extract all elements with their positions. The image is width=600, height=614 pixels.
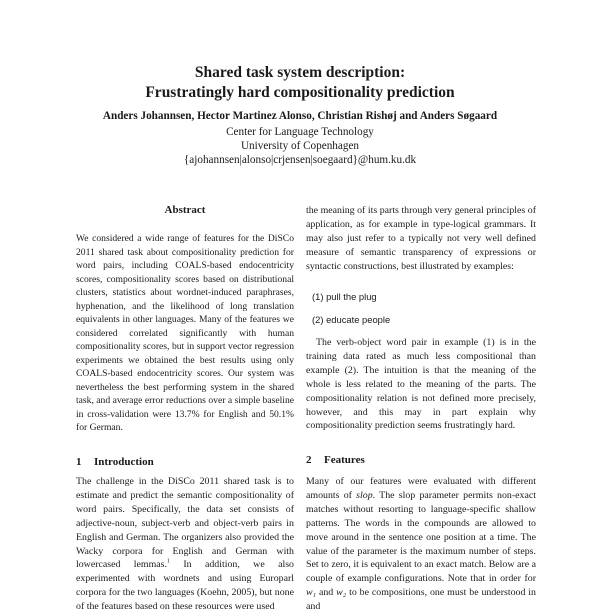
abstract-text (76, 232, 294, 435)
example-label: (1) (312, 291, 324, 302)
math-w2: w₂ (336, 587, 347, 599)
conj: and (316, 587, 337, 599)
affiliation-emails: {ajohannsen|alonso|crjensen|soegaard}@hum.ku.dk (183, 154, 417, 166)
features-text (306, 475, 536, 614)
example-2 (312, 314, 390, 325)
section-number: 2 (306, 454, 312, 466)
features-text-a: Many of our features were evaluated with different amounts of (306, 476, 536, 501)
features-text-c: to be compositions, one must be understood in and (306, 587, 536, 613)
math-w1: w₁ (306, 587, 317, 599)
author-list: Anders Johannsen, Hector Martinez Alonso, Christian Rishøj and Anders Søgaard (102, 110, 498, 122)
abstract-heading: Abstract (164, 204, 206, 216)
section-title: Introduction (94, 456, 154, 468)
paper-title-line1: Shared task system description: (194, 64, 406, 81)
affiliation-center: Center for Language Technology (226, 126, 374, 138)
paragraph: the meaning of its parts through very general principles of application, as for example in type-logical grammars. It may also just refer to a typically not very well defined measure of semantic transparency of expressions or syntactic constructions, best illustrated by examples: (306, 205, 536, 272)
section-heading-features (306, 454, 365, 466)
features-text-b: . The slop parameter permits non-exact matches without resorting to language-specific shallow patterns. The words in the compounds are allowed to move around in the sentence one position at a time. The value of the parameter is the maximum number of steps. Set to zero, it is equivalent to an exact match. Below are a couple of example configurations. Note that in order for (306, 489, 536, 585)
section-title: Features (324, 454, 365, 466)
abstract-paragraph: We considered a wide range of features for the DiSCo 2011 shared task about compositionality prediction for word pairs, including COALS-based endocentricity scores, compositionality scores based on distributional clusters, statistics about wordnet-induced paraphrases, hyphenation, and the likelihood of long translation equivalents in other languages. Many of the features we considered correlated significantly with human compositionality scores, but in support vector regression experiments we obtained the best results using only COALS-based endocentricity scores. Our system was nevertheless the best performing system in the shared task, and average error reductions over a simple baseline in cross-validation were 13.7% for English and 50.1% for German. (76, 233, 294, 433)
right-column-para2 (306, 336, 536, 433)
section-heading-introduction (76, 456, 154, 468)
example-1 (312, 291, 377, 302)
section-number: 1 (76, 456, 82, 468)
footnote-mark[interactable]: 1 (166, 559, 170, 566)
introduction-text (76, 475, 294, 614)
right-column-para1 (306, 204, 536, 274)
intro-text-a: The challenge in the DiSCo 2011 shared task is to estimate and predict the semantic compositionality of word pairs. Specifically, the data set consists of adjective-noun, subject-verb and object-verb pairs in English and German. The organizers also provided the Wacky corpora for English and German with lowercased lemmas. (76, 476, 294, 571)
intro-text-b: In addition, we also experimented with wordnets and using Europarl corpora for the two languages (Koehn, 2005), but none of the features based on these resources were used (76, 559, 294, 613)
example-label: (2) (312, 314, 324, 325)
affiliation (0, 125, 600, 167)
paragraph: The verb-object word pair in example (1) is in the training data rated as much less compositional than example (2). The intuition is that the meaning of the whole is less related to the meaning of the parts. The compositionality relation is not defined more precisely, however, and this may in part explain why compositionality prediction seems frustratingly hard. (306, 337, 536, 432)
example-text: educate people (326, 314, 391, 325)
example-text: pull the plug (326, 291, 377, 302)
slop-term: slop (356, 489, 373, 501)
affiliation-university: University of Copenhagen (240, 140, 360, 152)
paper-title-line2: Frustratingly hard compositionality prediction (145, 84, 455, 101)
